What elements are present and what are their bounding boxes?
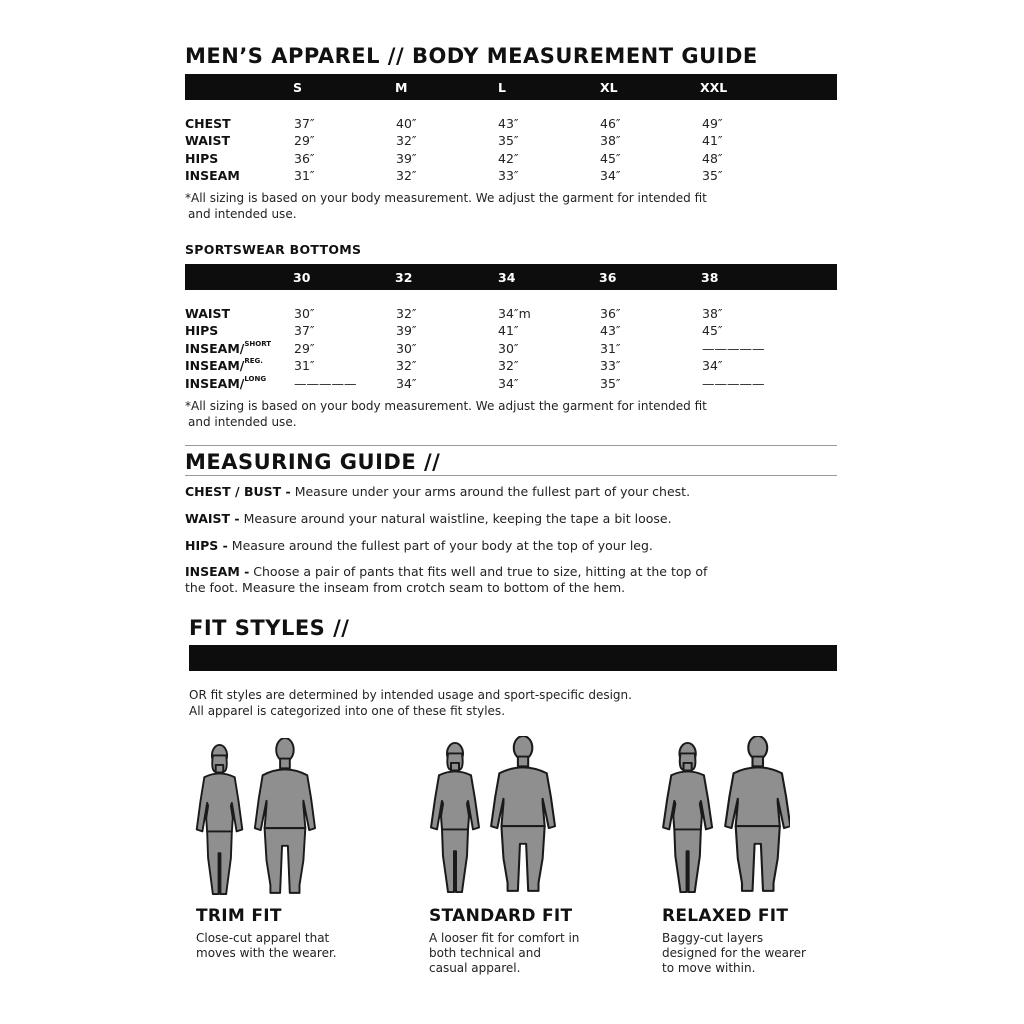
bottoms-title: SPORTSWEAR BOTTOMS	[185, 242, 362, 257]
table-cell: 33″	[600, 358, 621, 373]
man-figure-icon	[255, 738, 315, 893]
table-cell: 31″	[600, 341, 621, 356]
intro-line: All apparel is categorized into one of these fit styles.	[189, 704, 506, 718]
standard-fit-figures	[423, 736, 558, 896]
table-cell: 43″	[600, 323, 621, 338]
table-cell: —————	[702, 376, 765, 391]
table-cell: 35″	[498, 133, 519, 148]
fit-description: Close-cut apparel that moves with the wearer.	[196, 931, 337, 960]
fit-styles-bar	[189, 645, 837, 671]
table-cell: 38″	[702, 306, 723, 321]
row-label: INSEAM/$^{REG.}$	[185, 356, 263, 373]
woman-figure-icon	[197, 745, 243, 894]
table-cell: 30″	[498, 341, 519, 356]
fit-name: RELAXED FIT	[662, 906, 789, 926]
table-cell: 39″	[396, 323, 417, 338]
apparel-note	[185, 190, 707, 222]
table-cell: 35″	[702, 168, 723, 183]
table-cell: 36″	[294, 151, 315, 166]
measuring-item-hips: HIPS - Measure around the fullest part of your body at the top of your leg.	[185, 538, 653, 553]
trim-fit-figures	[189, 738, 319, 898]
table-cell: 40″	[396, 116, 417, 131]
table-cell: 34″	[396, 376, 417, 391]
table-cell: 34″	[600, 168, 621, 183]
size-header: XL	[600, 80, 618, 95]
measuring-item-inseam: INSEAM - Choose a pair of pants that fits well and true to size, hitting at the top of the foot. Measure the inseam from crotch seam to bottom of the hem.	[185, 564, 708, 595]
table-cell: 45″	[600, 151, 621, 166]
fit-intro	[189, 687, 632, 719]
note-line: and intended use.	[188, 207, 297, 221]
section-divider	[185, 445, 837, 446]
measuring-item-waist: WAIST - Measure around your natural waistline, keeping the tape a bit loose.	[185, 511, 672, 526]
table-cell: 34″	[702, 358, 723, 373]
table-cell: 32″	[396, 358, 417, 373]
relaxed-fit-figures	[655, 736, 790, 896]
man-figure-icon	[725, 736, 790, 891]
row-label: HIPS	[185, 323, 219, 338]
table-cell: 32″	[396, 306, 417, 321]
row-label: INSEAM	[185, 168, 240, 183]
table-cell: 41″	[702, 133, 723, 148]
bottoms-size-header	[185, 264, 837, 290]
table-cell: 30″	[294, 306, 315, 321]
table-cell: 46″	[600, 116, 621, 131]
table-cell: 32″	[396, 168, 417, 183]
table-cell: 29″	[294, 341, 315, 356]
table-cell: 43″	[498, 116, 519, 131]
table-cell: 34″m	[498, 306, 531, 321]
table-cell: 35″	[600, 376, 621, 391]
size-header: L	[498, 80, 506, 95]
table-cell: 33″	[498, 168, 519, 183]
table-cell: 37″	[294, 116, 315, 131]
table-cell: 32″	[498, 358, 519, 373]
note-line: and intended use.	[188, 415, 297, 429]
size-header: 32	[395, 270, 413, 285]
row-label: WAIST	[185, 306, 231, 321]
table-cell: 42″	[498, 151, 519, 166]
table-cell: 32″	[396, 133, 417, 148]
size-header: XXL	[700, 80, 728, 95]
table-cell: —————	[702, 341, 765, 356]
woman-figure-icon	[431, 743, 479, 892]
note-line: *All sizing is based on your body measurement. We adjust the garment for intended fit	[185, 191, 707, 205]
measuring-guide-title: MEASURING GUIDE //	[185, 450, 441, 474]
table-cell: 31″	[294, 168, 315, 183]
row-label: INSEAM/$^{SHORT}$	[185, 339, 272, 356]
table-cell: 41″	[498, 323, 519, 338]
fit-description: A looser fit for comfort in both technical and casual apparel.	[429, 931, 580, 975]
bottoms-note	[185, 398, 707, 430]
table-cell: 38″	[600, 133, 621, 148]
row-label: INSEAM/$^{LONG}$	[185, 374, 267, 391]
table-cell: 37″	[294, 323, 315, 338]
table-cell: 29″	[294, 133, 315, 148]
size-header: 34	[498, 270, 516, 285]
fit-description: Baggy-cut layers designed for the wearer to move within.	[662, 931, 806, 975]
apparel-size-header	[185, 74, 837, 100]
fit-name: STANDARD FIT	[429, 906, 573, 926]
table-cell: 49″	[702, 116, 723, 131]
table-cell: 34″	[498, 376, 519, 391]
intro-line: OR fit styles are determined by intended usage and sport-specific design.	[189, 688, 632, 702]
row-label: WAIST	[185, 133, 231, 148]
page-title: MEN’S APPAREL // BODY MEASUREMENT GUIDE	[185, 44, 758, 68]
note-line: *All sizing is based on your body measurement. We adjust the garment for intended fit	[185, 399, 707, 413]
table-cell: 36″	[600, 306, 621, 321]
size-header: S	[293, 80, 303, 95]
fit-styles-title: FIT STYLES //	[189, 616, 350, 640]
table-cell: 48″	[702, 151, 723, 166]
size-header: 30	[293, 270, 311, 285]
man-figure-icon	[491, 736, 555, 891]
size-header: M	[395, 80, 408, 95]
row-label: CHEST	[185, 116, 231, 131]
fit-name: TRIM FIT	[196, 906, 282, 926]
size-header: 36	[599, 270, 617, 285]
measuring-item-chest: CHEST / BUST - Measure under your arms around the fullest part of your chest.	[185, 484, 691, 499]
table-cell: —————	[294, 376, 357, 391]
table-cell: 39″	[396, 151, 417, 166]
size-header: 38	[701, 270, 719, 285]
table-cell: 45″	[702, 323, 723, 338]
table-cell: 30″	[396, 341, 417, 356]
section-divider	[185, 475, 837, 476]
table-cell: 31″	[294, 358, 315, 373]
woman-figure-icon	[663, 743, 712, 892]
row-label: HIPS	[185, 151, 219, 166]
